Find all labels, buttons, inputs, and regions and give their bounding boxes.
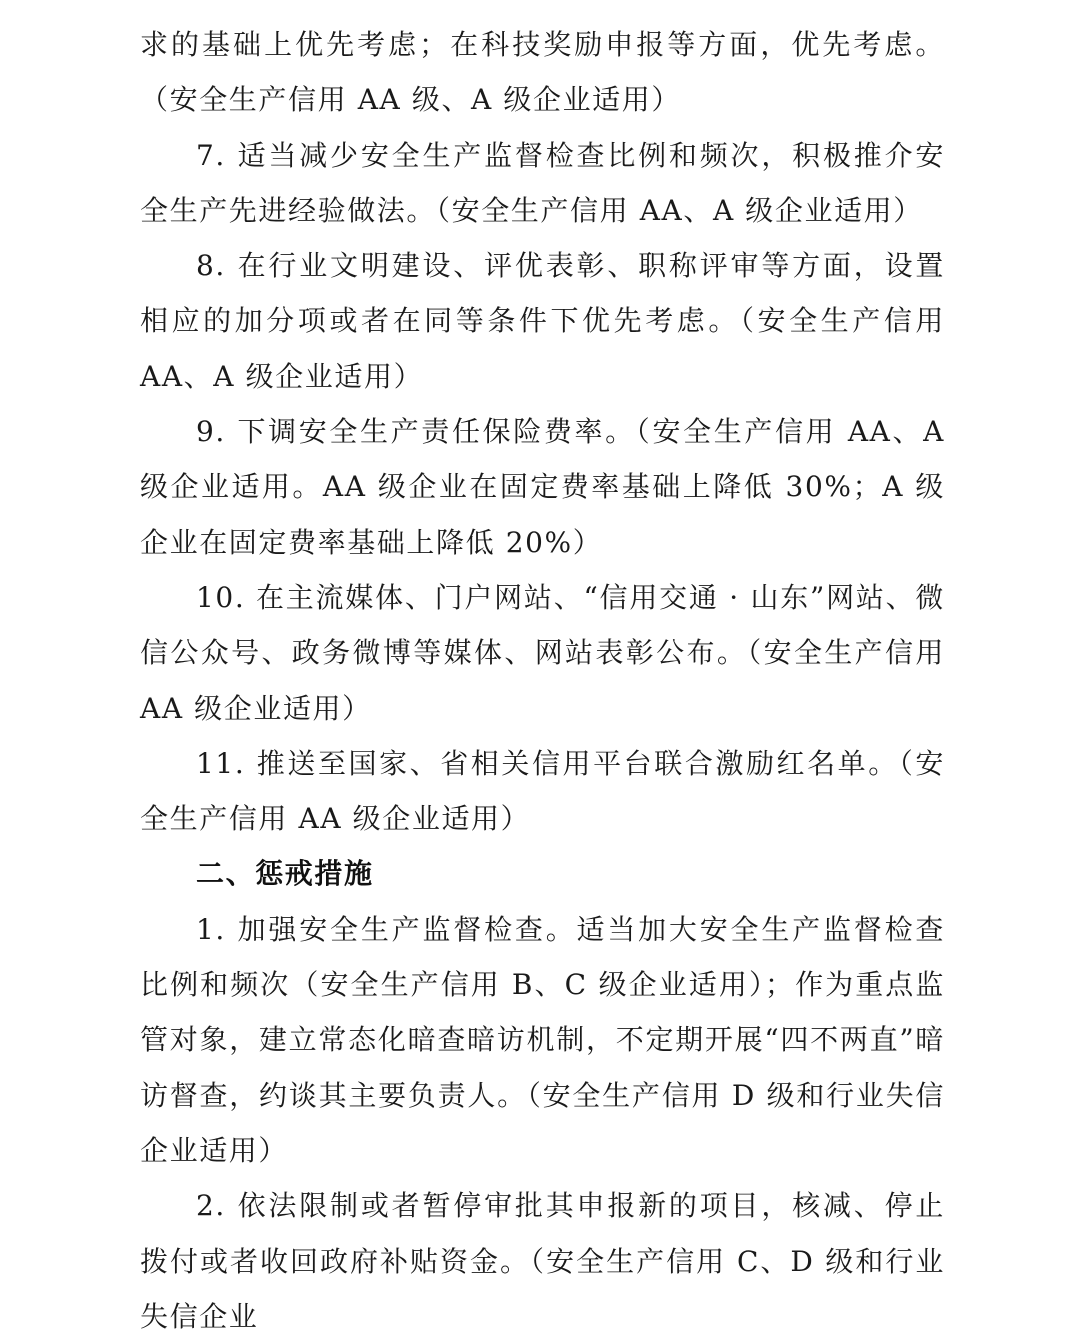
paragraph-item-9: 9. 下调安全生产责任保险费率。（安全生产信用 AA、A 级企业适用。AA 级企业在固定费率基础上降低 30%；A 级企业在固定费率基础上降低 20%） bbox=[140, 415, 945, 559]
paragraph-item-11: 11. 推送至国家、省相关信用平台联合激励红名单。（安全生产信用 AA 级企业适用） bbox=[140, 746, 945, 836]
paragraph-punish-2: 2. 依法限制或者暂停审批其申报新的项目，核减、停止拨付或者收回政府补贴资金。（安全生产信用 C、D 级和行业失信企业 bbox=[140, 1189, 945, 1333]
paragraph-item-7: 7. 适当减少安全生产监督检查比例和频次，积极推介安全生产先进经验做法。（安全生产信用 AA、A 级企业适用） bbox=[140, 138, 945, 227]
paragraph-continuation: 求的基础上优先考虑；在科技奖励申报等方面，优先考虑。（安全生产信用 AA 级、A 级企业适用） bbox=[140, 28, 945, 117]
paragraph-item-10: 10. 在主流媒体、门户网站、“信用交通 · 山东”网站、微信公众号、政务微博等媒体、网站表彰公布。（安全生产信用 AA 级企业适用） bbox=[140, 580, 945, 725]
paragraph-punish-1: 1. 加强安全生产监督检查。适当加大安全生产监督检查比例和频次（安全生产信用 B、C 级企业适用）；作为重点监管对象，建立常态化暗查暗访机制，不定期开展“四不两直”暗访督查，约谈其主要负责人。（安全生产信用 D 级和行业失信企业适用） bbox=[140, 912, 945, 1167]
section-heading-punishment: 二、惩戒措施 bbox=[196, 857, 374, 891]
document-page bbox=[140, 17, 945, 1344]
paragraph-item-8: 8. 在行业文明建设、评优表彰、职称评审等方面，设置相应的加分项或者在同等条件下优先考虑。（安全生产信用 AA、A 级企业适用） bbox=[140, 249, 945, 393]
